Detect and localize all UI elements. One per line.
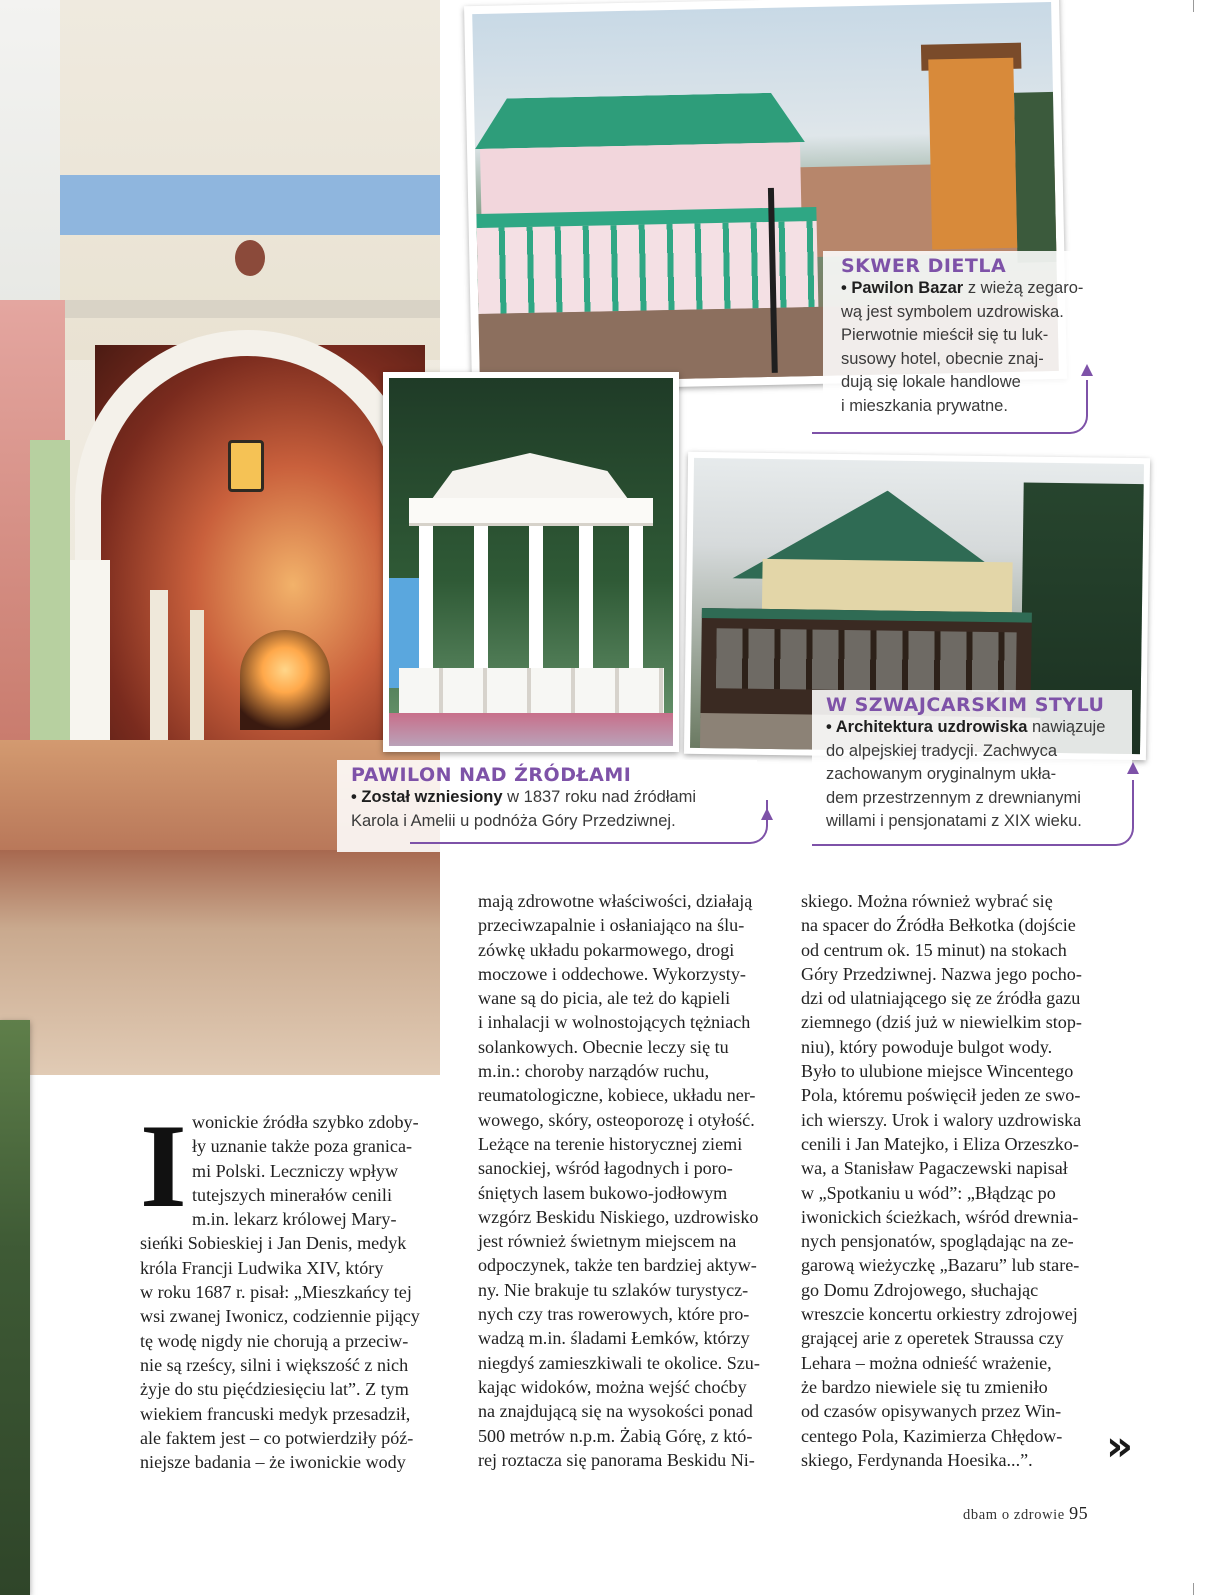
caption-pointer-line [812, 380, 1088, 434]
page-footer [963, 1503, 1088, 1524]
caption-line: susowy hotel, obecnie znaj- [841, 349, 1044, 368]
article-line: wonickie źródła szybko zdoby- [192, 1112, 419, 1132]
article-line: wiekiem francuski medyk przesadził, [140, 1403, 411, 1424]
caption-lead: • Został wzniesiony [351, 788, 503, 806]
caption-pointer-arrow-icon [761, 808, 773, 820]
caption-title: SKWER DIETLA [841, 255, 1007, 277]
trim-mark [1193, 1583, 1194, 1595]
caption-line: w 1837 roku nad źródłami [507, 788, 697, 806]
trim-mark [1193, 0, 1194, 12]
caption-line: Karola i Amelii u podnóża Góry Przedziwnej. [351, 811, 676, 830]
magazine-name: dbam o zdrowie [963, 1507, 1065, 1523]
article-line: ły uznanie także poza granica- [192, 1136, 413, 1157]
article-column-2 [478, 889, 780, 1472]
caption-line: zachowanym oryginalnym ukła- [826, 765, 1057, 783]
caption-pointer-line [410, 800, 768, 844]
article-line: wsi zwanej Iwonicz, codziennie pijący [140, 1306, 420, 1327]
article-line: króla Francji Ludwika XIV, który [140, 1257, 384, 1278]
double-chevron-right-icon: » [1106, 1421, 1134, 1470]
caption-pointer-arrow-icon [1081, 364, 1093, 376]
article-line: ale faktem jest – co potwierdziły póź- [140, 1427, 414, 1448]
caption-line: Pierwotnie mieścił się tu luk- [841, 326, 1049, 344]
caption-line: wą jest symbolem uzdrowiska. [841, 302, 1064, 321]
caption-line: do alpejskiej tradycji. Zachwyca [826, 741, 1058, 760]
article-line: nie są rześcy, silni i większość z nich [140, 1354, 409, 1375]
arcade-photo [0, 0, 440, 1075]
drop-cap: I [140, 1099, 187, 1232]
article-line: sieńki Sobieskiej i Jan Denis, medyk [140, 1233, 407, 1254]
caption-title: W SZWAJCARSKIM STYLU [826, 694, 1105, 716]
article-line: tutejszych minerałów cenili [192, 1184, 392, 1205]
caption-line: z wieżą zegaro- [967, 279, 1084, 297]
caption-line: dem przestrzennym z drewnianymi [826, 788, 1081, 807]
caption-line: nawiązuje [1031, 718, 1106, 736]
article-line: w roku 1687 r. pisał: „Mieszkańcy tej [140, 1282, 412, 1303]
left-edge-photo [0, 1020, 30, 1595]
caption-pointer-arrow-icon [1127, 762, 1139, 774]
article-text [140, 1099, 440, 1474]
caption-title: PAWILON NAD ŹRÓDŁAMI [351, 764, 632, 786]
caption-lead: • Architektura uzdrowiska [826, 718, 1028, 736]
article-text: skiego. Można również wybrać się na spacer do Źródła Bełkotka (dojście od centrum ok. 15 minut) na stokach Góry Przedziwnej. Nazwa jego pocho- dzi od ulatniającego się ze źródła gazu ziemnego (dziś już w niewielkim stop- niu), który powoduje bulgot wody. Było to ulubione miejsce Wincentego Pola, któremu poświęcił jeden ze swo- ich wierszy. Urok i walory uzdrowiska cenili i Jan Matejko, i Eliza Orzeszko- wa, a Stanisław Pagaczewski napisał w „Spotkaniu u wód”: „Błądząc po iwonickich ścieżkach, wśród drewnia- nych pensjonatów, spoglądając na ze- garową wieżyczkę „Bazaru” lub stare- go Domu Zdrojowego, słuchając wreszcie koncertu orkiestry zdrojowej grającej arie z operetek Straussa czy Lehara – można odnieść wrażenie, że bardzo niewiele się tu zmieniło od czasów opisywanych przez Win- centego Pola, Kazimierza Chłędow- skiego, Ferdynanda Hoesika...”. [801, 891, 1082, 1470]
caption-line: i mieszkania prywatne. [841, 396, 1008, 415]
caption-line: dują się lokale handlowe [841, 373, 1021, 391]
caption-lead: • Pawilon Bazar [841, 279, 964, 297]
page-number: 95 [1069, 1503, 1089, 1523]
article-column-1 [140, 1099, 440, 1474]
pavilion-photo [383, 372, 679, 752]
article-column-3 [801, 889, 1103, 1472]
caption-pointer-line [812, 780, 1134, 846]
article-line: żyje do stu pięćdziesięciu lat”. Z tym [140, 1379, 409, 1400]
caption-line: willami i pensjonatami z XIX wieku. [826, 812, 1082, 830]
article-text: mają zdrowotne właściwości, działają przeciwzapalnie i osłaniająco na ślu- zówkę układu pokarmowego, drogi moczowe i oddechowe. Wykorzysty- wane są do picia, ale też do kąpieli i inhalacji w wolnostojących tężniach solankowych. Obecnie leczy się tu m.in.: choroby narządów ruchu, reumatologiczne, kobiece, układu ner- wowego, skóry, osteoporozę i otyłość. Leżące na terenie historycznej ziemi sanockiej, wśród łagodnych i poro- śniętych lasem bukowo-jodłowym wzgórz Beskidu Niskiego, uzdrowisko jest również świetnym miejscem na odpoczynek, także ten bardziej aktyw- ny. Nie brakuje tu szlaków turystycz- nych czy tras rowerowych, które pro- wadzą m.in. śladami Łemków, którzy niegdyś zamieszkiwali te okolice. Szu- kając widoków, można wejść choćby na znajdującą się na wysokości ponad 500 metrów n.p.m. Żabią Górę, z któ- rej roztacza się panorama Beskidu Ni- [478, 891, 760, 1470]
article-line: m.in. lekarz królowej Mary- [192, 1209, 397, 1230]
article-line: niejsze badania – że iwonickie wody [140, 1452, 406, 1473]
article-line: tę wodę nigdy nie chorują a przeciw- [140, 1330, 409, 1351]
article-line: mi Polski. Leczniczy wpływ [192, 1160, 399, 1181]
